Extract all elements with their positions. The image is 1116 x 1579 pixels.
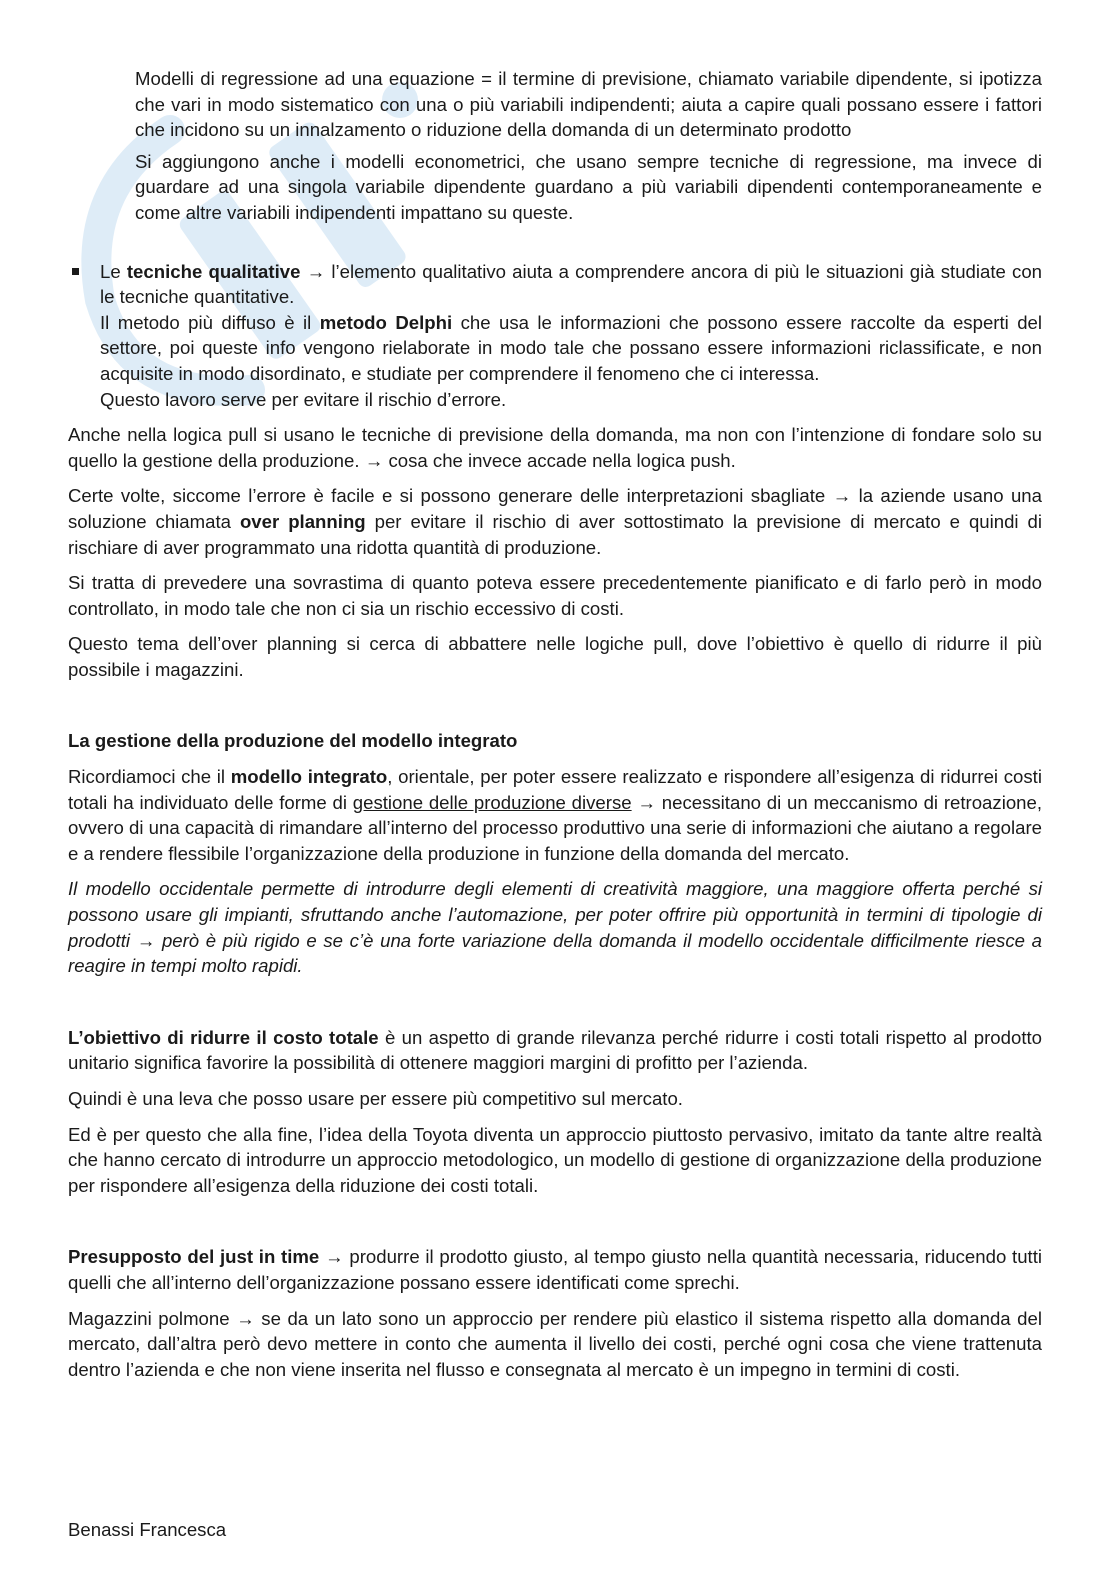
integrated-heading: La gestione della produzione del modello integrato bbox=[68, 730, 518, 752]
econometric-paragraph: Si aggiungono anche i modelli econometrici, che usano sempre tecniche di regressione, ma invece di guardare ad una singola variabile dipendente guardano a più variabili dipendenti contemporaneamente e come altre variabili indipendenti impattano su queste. bbox=[135, 150, 1042, 223]
arrow-icon: → bbox=[306, 260, 326, 282]
arrow-icon: → bbox=[136, 929, 156, 951]
jit-term: Presupposto del just in time bbox=[68, 1246, 320, 1268]
document-page bbox=[68, 66, 1042, 1382]
cost-term: L’obiettivo di ridurre il costo totale bbox=[68, 1026, 379, 1048]
pull-tail: cosa che invece accade nella logica push. bbox=[388, 449, 736, 471]
buffer-paragraph bbox=[68, 1306, 1042, 1383]
pull-paragraph bbox=[68, 422, 1042, 473]
qualitative-paragraph bbox=[100, 259, 1042, 310]
integrated-paragraph bbox=[68, 764, 1042, 866]
cost-paragraph bbox=[68, 1025, 1042, 1076]
integrated-pre: Ricordiamoci che il bbox=[68, 766, 226, 788]
qualitative-bullet bbox=[100, 259, 1042, 413]
jit-post: produrre il prodotto giusto, al tempo giusto nella quantità necessaria, riducendo tutti quelli che all’interno dell’organizzazione possano essere identificati come sprechi. bbox=[68, 1246, 1043, 1293]
buffer-pre: Magazzini polmone bbox=[68, 1307, 230, 1329]
jit-paragraph bbox=[68, 1244, 1042, 1295]
arrow-icon: → bbox=[325, 1246, 344, 1268]
overestimate-paragraph: Si tratta di prevedere una sovrastima di quanto poteva essere precedentemente pianificato e di farlo però in modo controllato, in modo tale che non ci sia un rischio eccessivo di costi. bbox=[68, 572, 1042, 619]
qualitative-desc: l’elemento qualitativo aiuta a comprendere ancora di più le situazioni già studiate con le tecniche quantitative. bbox=[100, 260, 1043, 308]
buffer-post: se da un lato sono un approccio per rendere più elastico il sistema rispetto alla domanda del mercato, dall’altra però devo mettere in conto che aumenta il livello dei costi, perché ogni cosa che viene trattenuta dentro l’azienda e che non viene inserita nel flusso e consegnata al mercato è un impegno in termini di costi. bbox=[68, 1307, 1042, 1380]
western-model-paragraph bbox=[68, 876, 1042, 978]
integrated-underlined: gestione delle produzione diverse bbox=[352, 791, 632, 813]
overplanning-post: per evitare il rischio di aver sottostimato la previsione di mercato e quindi di rischiare di aver programmato una ridotta quantità di produzione. bbox=[68, 510, 1042, 558]
arrow-icon: → bbox=[832, 485, 852, 507]
overplanning-paragraph bbox=[68, 483, 1042, 560]
regression-paragraph: Modelli di regressione ad una equazione = il termine di previsione, chiamato variabile dipendente, si ipotizza che vari in modo sistematico con una o più variabili indipendenti; aiuta a capire quali possano essere i fattori che incidono su un innalzamento o riduzione della domanda di un determinato prodotto bbox=[135, 68, 1042, 141]
cost-post: è un aspetto di grande rilevanza perché ridurre i costi totali rispetto al prodotto unitario significa favorire la possibilità di ottenere maggiori margini di profitto per l’azienda. bbox=[68, 1026, 1042, 1074]
arrow-icon: → bbox=[364, 449, 384, 471]
regression-section bbox=[135, 66, 1042, 226]
delphi-post: che usa le informazioni che possono essere raccolte da esperti del settore, poi queste info vengono rielaborate in modo tale che possano essere informazioni riclassificate, e non acquisite in modo disordinato, e studiate per comprendere il fenomeno che ci interessa. bbox=[100, 311, 1043, 384]
qualitative-term: tecniche qualitative bbox=[126, 260, 301, 282]
qualitative-le: Le bbox=[100, 260, 121, 282]
overplanning-pull-paragraph: Questo tema dell’over planning si cerca di abbattere nelle logiche pull, dove l’obiettivo è quello di ridurre il più possibile i magazzini. bbox=[68, 633, 1042, 680]
bullet-square-icon bbox=[72, 268, 79, 275]
error-paragraph: Questo lavoro serve per evitare il rischio d’errore. bbox=[100, 388, 507, 410]
arrow-icon: → bbox=[236, 1307, 255, 1329]
western-post: però è più rigido e se c’è una forte variazione della domanda il modello occidentale difficilmente riesce a reagire in tempi molto rapidi. bbox=[68, 929, 1042, 977]
overplanning-term: over planning bbox=[239, 510, 366, 532]
lever-paragraph: Quindi è una leva che posso usare per essere più competitivo sul mercato. bbox=[68, 1088, 683, 1109]
integrated-mid: , orientale, per poter essere realizzato e rispondere all’esigenza di ridurrei costi totali ha individuato delle forme di bbox=[68, 766, 1042, 813]
integrated-term: modello integrato bbox=[230, 766, 388, 788]
toyota-paragraph: Ed è per questo che alla fine, l’idea della Toyota diventa un approccio piuttosto pervasivo, imitato da tante altre realtà che hanno cercato di introdurre un approccio metodologico, un modello di gestione di organizzazione della produzione per rispondere all’esigenza della riduzione dei costi totali. bbox=[68, 1123, 1042, 1196]
delphi-paragraph bbox=[100, 310, 1042, 387]
integrated-post: necessitano di un meccanismo di retroazione, ovvero di una capacità di rimandare all’interno del processo produttivo una serie di informazioni che aiutano a regolare e a rendere flessibile l’organizzazione della produzione in funzione della domanda del mercato. bbox=[68, 791, 1043, 864]
delphi-term: metodo Delphi bbox=[319, 311, 453, 333]
overplanning-mid: la aziende usano una soluzione chiamata bbox=[68, 485, 1042, 532]
delphi-pre: Il metodo più diffuso è il bbox=[100, 311, 312, 333]
western-pre: Il modello occidentale permette di introdurre degli elementi di creatività maggiore, una maggiore offerta perché si possono usare gli impianti, sfruttando anche l’automazione, per poter offrire più opportunità in termini di tipologie di prodotti bbox=[68, 878, 1042, 951]
arrow-icon: → bbox=[637, 791, 656, 813]
overplanning-pre: Certe volte, siccome l’errore è facile e si possono generare delle interpretazioni sbagliate bbox=[68, 485, 826, 507]
pull-text: Anche nella logica pull si usano le tecniche di previsione della domanda, ma non con l’intenzione di fondare solo su quello la gestione della produzione. bbox=[68, 424, 1042, 471]
author-footer: Benassi Francesca bbox=[68, 1519, 227, 1540]
